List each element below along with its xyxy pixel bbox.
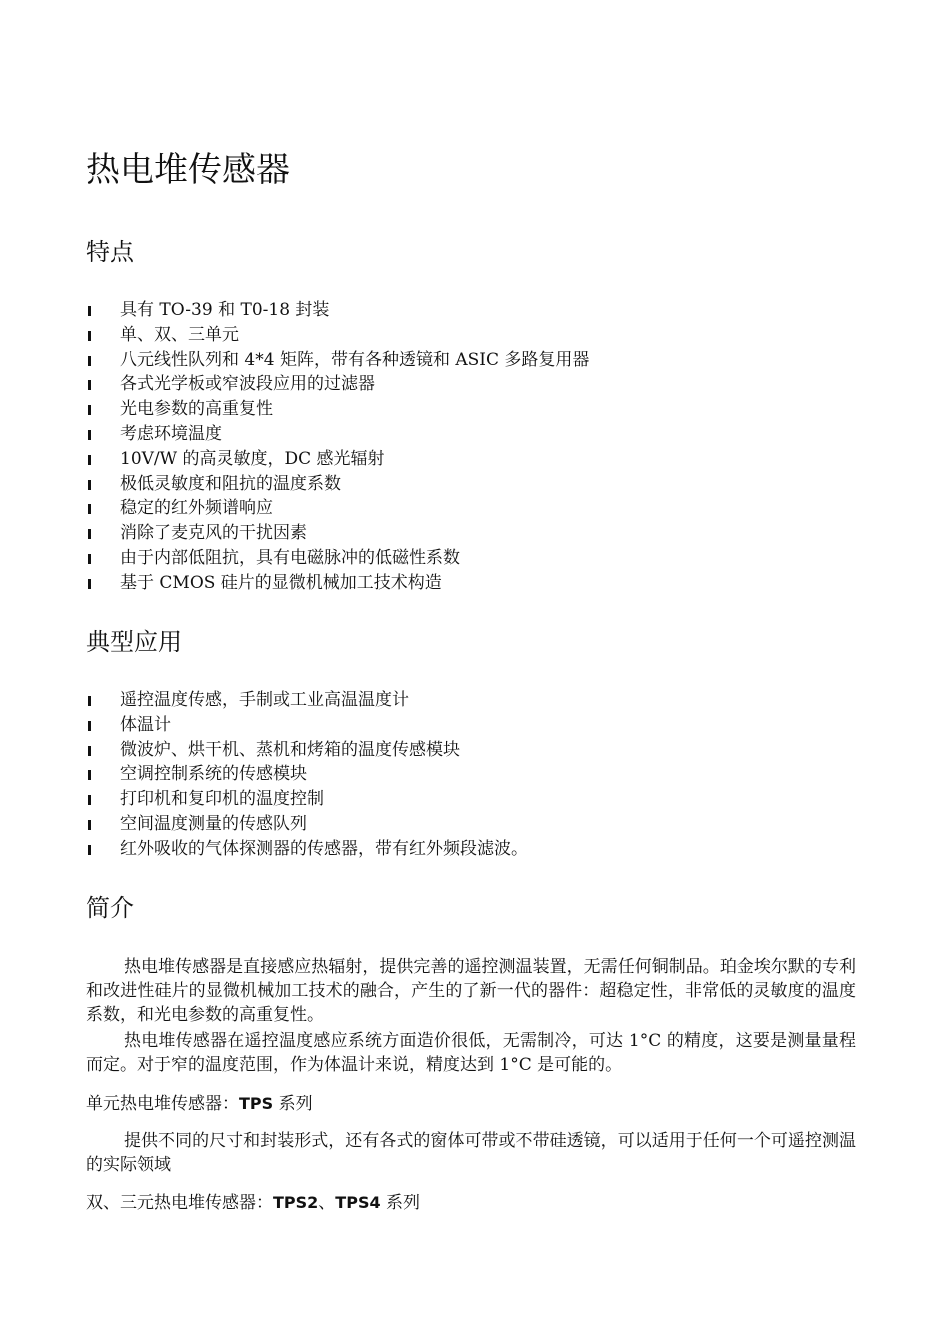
list-item: [86, 713, 528, 738]
list-item-text: 消除了麦克风的干扰因素: [120, 523, 307, 544]
list-item: [86, 422, 589, 447]
bullet-icon: [88, 579, 91, 589]
list-item: [86, 348, 589, 373]
features-list: [86, 298, 589, 596]
list-item: [86, 521, 589, 546]
list-item: [86, 472, 589, 497]
bullet-icon: [88, 721, 91, 731]
list-item: [86, 323, 589, 348]
single-element-heading: [86, 1092, 313, 1116]
dual-element-model-2: TPS4: [335, 1193, 381, 1212]
list-item: [86, 546, 589, 571]
list-item: [86, 837, 528, 862]
intro-paragraph-1: 热电堆传感器是直接感应热辐射，提供完善的遥控测温装置，无需任何铜制品。珀金埃尔默的专利和改进性硅片的显微机械加工技术的融合，产生的了新一代的器件：超稳定性，非常低的灵敏度的温度系数，和光电参数的高重复性。: [86, 957, 856, 1025]
bullet-icon: [88, 331, 91, 341]
list-item-text: 基于 CMOS 硅片的显微机械加工技术构造: [120, 572, 442, 593]
list-item-text: 空间温度测量的传感队列: [120, 813, 307, 834]
intro-heading: 简介: [86, 894, 134, 922]
features-heading: 特点: [86, 238, 134, 266]
list-item-text: 考虑环境温度: [120, 423, 222, 444]
list-item-text: 稳定的红外频谱响应: [120, 498, 273, 519]
bullet-icon: [88, 480, 91, 490]
bullet-icon: [88, 405, 91, 415]
bullet-icon: [88, 504, 91, 514]
single-element-model: TPS: [239, 1094, 274, 1113]
list-item: [86, 298, 589, 323]
single-element-suffix: 系列: [273, 1094, 313, 1114]
bullet-icon: [88, 795, 91, 805]
bullet-icon: [88, 696, 91, 706]
list-item-text: 八元线性队列和 4*4 矩阵，带有各种透镜和 ASIC 多路复用器: [120, 349, 590, 370]
list-item-text: 具有 TO-39 和 T0-18 封装: [120, 300, 330, 320]
list-item-text: 光电参数的高重复性: [120, 399, 273, 420]
intro-paragraph-2: 热电堆传感器在遥控温度感应系统方面造价很低，无需制冷，可达 1°C 的精度，这要是测量量程而定。对于窄的温度范围，作为体温计来说，精度达到 1°C 是可能的。: [86, 1031, 856, 1075]
bullet-icon: [88, 356, 91, 366]
dual-element-suffix: 系列: [380, 1193, 420, 1213]
dual-element-heading: [86, 1191, 420, 1215]
applications-list: [86, 688, 528, 862]
dual-element-separator: 、: [318, 1193, 336, 1213]
bullet-icon: [88, 430, 91, 440]
document-title: 热电堆传感器: [86, 150, 290, 190]
dual-element-model-1: TPS2: [273, 1193, 319, 1212]
bullet-icon: [88, 845, 91, 855]
list-item-text: 体温计: [120, 714, 171, 735]
list-item: [86, 496, 589, 521]
bullet-icon: [88, 380, 91, 390]
list-item-text: 10V/W 的高灵敏度，DC 感光辐射: [120, 448, 385, 469]
bullet-icon: [88, 455, 91, 465]
list-item-text: 极低灵敏度和阻抗的温度系数: [120, 473, 341, 494]
bullet-icon: [88, 820, 91, 830]
applications-heading: 典型应用: [86, 628, 182, 656]
dual-element-label: 双、三元热电堆传感器：: [86, 1193, 273, 1213]
bullet-icon: [88, 529, 91, 539]
single-element-label: 单元热电堆传感器：: [86, 1094, 239, 1114]
list-item: [86, 688, 528, 713]
list-item-text: 空调控制系统的传感模块: [120, 764, 307, 785]
list-item: [86, 762, 528, 787]
list-item-text: 打印机和复印机的温度控制: [120, 789, 324, 810]
list-item-text: 红外吸收的气体探测器的传感器，带有红外频段滤波。: [120, 838, 528, 859]
single-element-description: 提供不同的尺寸和封装形式，还有各式的窗体可带或不带硅透镜，可以适用于任何一个可遥控测温的实际领域: [86, 1131, 856, 1175]
list-item-text: 单、双、三单元: [120, 324, 239, 345]
list-item-text: 各式光学板或窄波段应用的过滤器: [120, 374, 375, 395]
list-item-text: 微波炉、烘干机、蒸机和烤箱的温度传感模块: [120, 739, 460, 760]
list-item: [86, 738, 528, 763]
list-item: [86, 372, 589, 397]
list-item: [86, 571, 589, 596]
bullet-icon: [88, 554, 91, 564]
bullet-icon: [88, 306, 91, 316]
list-item: [86, 447, 589, 472]
list-item: [86, 397, 589, 422]
list-item-text: 由于内部低阻抗，具有电磁脉冲的低磁性系数: [120, 547, 460, 568]
bullet-icon: [88, 746, 91, 756]
list-item-text: 遥控温度传感，手制或工业高温温度计: [120, 690, 409, 710]
list-item: [86, 812, 528, 837]
bullet-icon: [88, 770, 91, 780]
list-item: [86, 787, 528, 812]
